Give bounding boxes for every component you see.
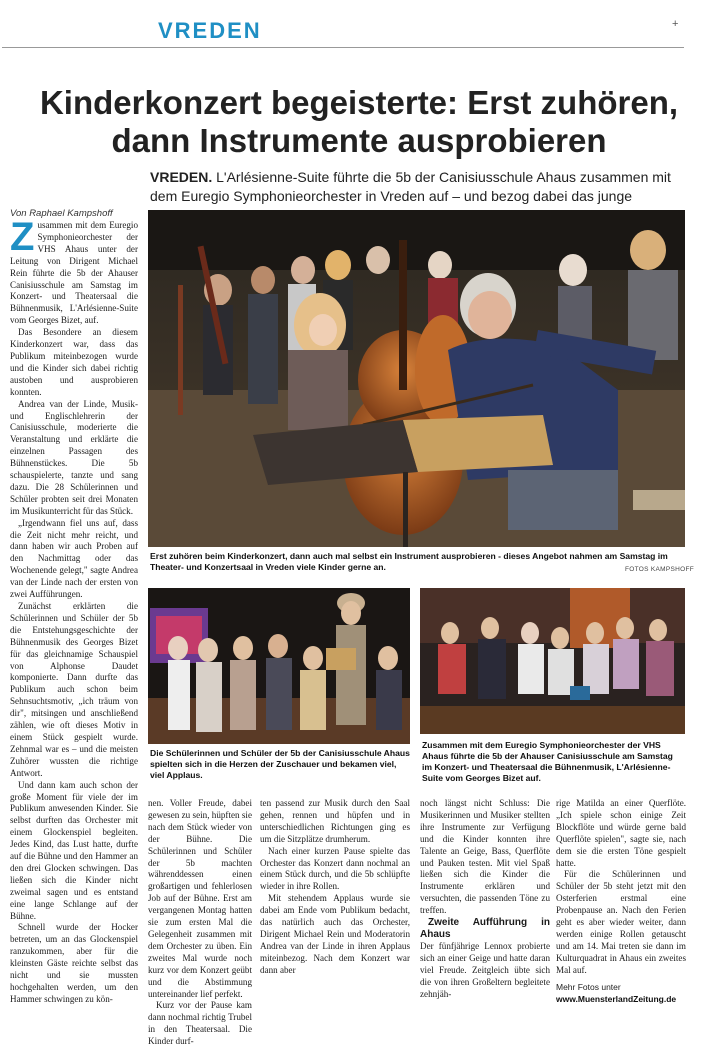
column-2 (148, 798, 252, 1047)
stage-photo-right-caption: Zusammen mit dem Euregio Symphonieorchester der VHS Ahaus führte die 5b der Ahauser Canisiusschule am Samstag im Konzert- und Theatersaal die Bühnenmusik, L'Arlésienne-Suite vom Georges Bizet auf. (422, 740, 673, 783)
col3-paragraph: ten passend zur Musik durch den Saal gehen, rennen und hüpfen und in unterschiedlichen Richtungen ging es um die Sitzplätze drumherum. (260, 798, 410, 844)
website-link[interactable]: www.MuensterlandZeitung.de (556, 994, 677, 1004)
col1-paragraph: Zunächst erklärten die Schülerinnen und Schüler der 5b die Entstehungsgeschichte der Bühnenmusik des Georges Bizet für das gleichnamige Schauspiel von Alphonse Daudet komponierte. Dann durfte das Publikum auch schon beim Sehnsuchtsmotiv, „ich träum von dir", mitsingen und anschließend zählen, wie oft dieses Motiv in einem Stück gespielt wurde. Zehnmal war es – und die meisten Zuhörer wussten die richtige Antwort. (10, 601, 138, 778)
column-1 (10, 215, 138, 1010)
col3-paragraph: Mit stehendem Applaus wurde sie dabei am Ende vom Publikum bedacht, das natürlich auch das Orchester, Dirigent Michael Rein und Moderatorin Andrea van der Linde in ihren Applaus miteinbezog. Nach dem Konzert war dann aber (260, 893, 410, 975)
col1-paragraph: Schnell wurde der Hocker betreten, um an das Glockenspiel ranzukommen, aber für die kleinsten Gäste reichte selbst das nicht und sie mussten hochgehalten werden, um den Hammer schwingen zu kön- (10, 922, 138, 1004)
stage-photo-left-caption: Die Schülerinnen und Schüler der 5b der Canisiusschule Ahaus spielten sich in die Herzen der Zuschauer und bekamen viel, viel Applaus. (150, 748, 410, 780)
stage-photo-left (148, 588, 410, 744)
section-title: VREDEN (158, 18, 262, 43)
more-photos-note: Mehr Fotos unter (556, 982, 621, 992)
headline-line-1: Kinderkonzert begeisterte: Erst zuhören, (39, 84, 679, 121)
headline (14, 84, 704, 160)
col3-paragraph: Nach einer kurzen Pause spielte das Orchester das Konzert dann nochmal an einem Stück durch, und die 5b schlüpfte wieder in ihre Rollen. (260, 845, 410, 892)
stage-photo-right (420, 588, 685, 734)
intro-place: VREDEN. (150, 169, 213, 185)
stage-photo-left-image (148, 588, 410, 744)
col1-paragraph: usammen mit dem Euregio Symphonieorchester der VHS Ahaus unter der Leitung von Dirigent Michael Rein führte die 5b der Ahauser Canisiusschule am Samstag im Konzert- und Theatersaal die Bühnenmusik, L'Arlésienne-Suite vom Georges Bizet, auf. (10, 220, 138, 326)
subheading: Zweite Aufführung in Ahaus (420, 917, 550, 941)
col4-paragraph: Der fünfjährige Lennox probierte sich an einer Geige und hatte daran viel Freude. Zeitgleich übte sich die von ihren Großeltern begleitete zehnjäh- (420, 941, 550, 999)
col5-paragraph: rige Matilda an einer Querflöte. „Ich spiele schon einige Zeit Blockflöte und würde gerne bald Querflöte spielen", sagte sie, nach dem sie die ersten Töne gespielt hatte. (556, 798, 686, 868)
col1-paragraph: „Irgendwann fiel uns auf, dass die Zeit nicht mehr reicht, und dann haben wir auch Proben auf den Nachmittag oder das Wochenende gelegt," sagte Andrea van der Linde nach der ersten von zwei Aufführungen. (10, 517, 138, 600)
col1-paragraph: Das Besondere an diesem Kinderkonzert war, dass das Publikum miteinbezogen wurde und die Kinder sich dabei richtig austoben und ausprobieren konnten. (10, 327, 138, 397)
col1-paragraph: Andrea van der Linde, Musik- und Englischlehrerin der Canisiusschule, moderierte die Veranstaltung und erklärte die einzelnen Passagen des Bühnenstückes. Die 5b schauspielerte, tanzte und sang dazu. Die 28 Schülerinnen und Schüler probten seit drei Monaten im Musikunterricht für das Stück. (10, 398, 138, 516)
plus-mark: + (672, 18, 679, 30)
col2-paragraph: nen. Voller Freude, dabei gewesen zu sein, hüpften sie nach dem Stück wieder von der Bühne. Die Schülerinnen und Schüler der 5b machten währenddessen einen großartigen und fehlerlosen Job auf der Bühne. Erst am vergangenen Montag hatten sie zum ersten Mal die Gelegenheit zusammen mit dem Orchester zu üben. Ein zweites Mal wurde noch kurz vor dem Konzert geübt und die Abstimmung untereinander lief perfekt. (148, 798, 252, 999)
header-divider (2, 47, 684, 48)
photo-credit: FOTOS KAMPSHOFF (625, 566, 695, 573)
column-3 (260, 798, 410, 1013)
column-4 (420, 798, 550, 1013)
col4-paragraph: noch längst nicht Schluss: Die Musikerinnen und Musiker stellten ihre Instrumente zur Verfügung und die Kinder konnten ihre Talente an Geige, Bass, Querflöte und Pauken testen. Mit viel Spaß ließen sich die Kinder die Instrumente erklären und versuchten, die passenden Töne zu treffen. (420, 798, 550, 916)
col2-paragraph: Kurz vor der Pause kam dann nochmal richtig Trubel in den Theatersaal. Die Kinder durf- (148, 1000, 252, 1047)
column-5 (556, 798, 686, 973)
headline-line-2: dann Instrumente ausprobieren (111, 122, 607, 159)
main-photo-image (148, 210, 685, 547)
col5-paragraph: Für die Schülerinnen und Schüler der 5b steht jetzt mit den Osterferien erstmal eine Probenpause an. Nach den Ferien geht es aber wieder weiter, dann werden einige Rollen getauscht und am 14. Mai treten sie dann im Kulturquadrat in Ahaus ein zweites Mal auf. (556, 869, 686, 975)
main-photo (148, 210, 685, 547)
stage-photo-right-image (420, 588, 685, 734)
author-byline: Von Raphael Kampshoff (10, 208, 113, 219)
main-photo-caption: Erst zuhören beim Kinderkonzert, dann auch mal selbst ein Instrument ausprobieren - dieses Angebot nahmen am Samstag im Theater- und Konzertsaal in Vreden viele Kinder gerne an. (150, 551, 668, 572)
intro-text: L'Arlésienne-Suite führte die 5b der Canisiusschule Ahaus zusammen mit dem Euregio Symphonieorchester in Vreden auf – und bezog dabei das junge (150, 169, 671, 204)
drop-cap: Z (10, 215, 35, 259)
col1-paragraph: Und dann kam auch schon der große Moment für viele der im Publikum anwesenden Kinder. Sie selbst durften das Orchester mit einem Glockenspiel begleiten. Jedes Kind, das Lust hatte, durfte auf die Bühne und den Hammer an den drei Glocken schwingen. Das ließen sich die Kinder nicht zweimal sagen und es entstand eine lange Schlange auf der Bühne. (10, 779, 138, 921)
